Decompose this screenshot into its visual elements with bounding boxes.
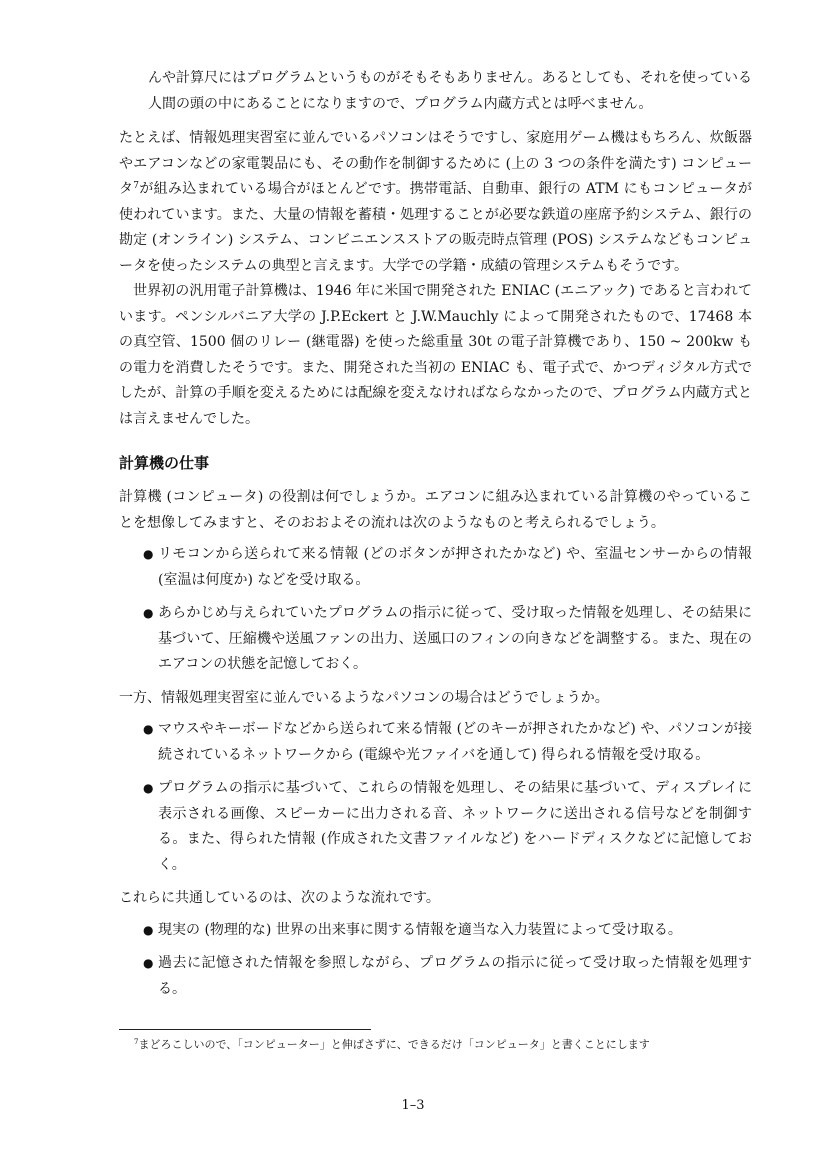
page-body xyxy=(119,66,752,1010)
paragraph-text: たとえば、情報処理実習室に並んでいるパソコンはそうですし、家庭用ゲーム機はもちろん、炊飯器やエアコンなどの家電製品にも、その動作を制御するために (上の 3 つの条件を満たす) コンピュータ xyxy=(119,130,752,197)
list-item-text: プログラムの指示に基づいて、これらの情報を処理し、その結果に基づいて、ディスプレイに表示される画像、スピーカーに出力される音、ネットワークに送出される信号などを制御する。また、得られた情報 (作成された文書ファイルなど) をハードディスクなどに記憶しておく。 xyxy=(158,780,752,873)
aircon-list xyxy=(119,542,752,678)
section-heading: 計算機の仕事 xyxy=(119,454,210,472)
list-item xyxy=(119,542,752,593)
paragraph-text: が組み込まれている場合がほとんどです。携帯電話、自動車、銀行の ATM にもコンピュータが使われています。また、大量の情報を蓄積・処理することが必要な鉄道の座席予約システム、銀行の勘定 (オンライン) システム、コンビニエンスストアの販売時点管理 (POS) システムなどもコンピュータを使ったシステムの典型と言えます。大学での学籍・成績の管理システムもそうです。 xyxy=(119,181,753,274)
list-item xyxy=(119,951,752,1002)
bullet-icon: ● xyxy=(143,722,154,736)
footnote xyxy=(134,1037,754,1053)
list-item-text: 現実の (物理的な) 世界の出来事に関する情報を適当な入力装置によって受け取る。 xyxy=(158,921,682,938)
list-item xyxy=(119,717,752,768)
section-intro: 計算機 (コンピュータ) の役割は何でしょうか。エアコンに組み込まれている計算機のやっていることを想像してみますと、そのおおよその流れは次のようなものと考えられるでしょう。 xyxy=(119,489,752,531)
bullet-icon: ● xyxy=(143,922,154,937)
paragraph-computer-examples xyxy=(119,126,752,279)
paragraph-pc: 一方、情報処理実習室に並んでいるようなパソコンの場合はどうでしょうか。 xyxy=(119,689,609,706)
bullet-icon: ● xyxy=(143,956,154,970)
bullet-icon: ● xyxy=(143,547,154,561)
common-list xyxy=(119,918,752,1003)
list-item xyxy=(119,918,752,944)
list-item xyxy=(119,776,752,878)
bullet-icon: ● xyxy=(143,606,154,620)
list-item-text: マウスやキーボードなどから送られて来る情報 (どのキーが押されたかなど) や、パソコンが接続されているネットワークから (電線や光ファイバを通して) 得られる情報を受け取る。 xyxy=(158,721,752,763)
continued-paragraph: んや計算尺にはプログラムというものがそもそもありません。あるとしても、それを使っている人間の頭の中にあることになりますので、プログラム内蔵方式とは呼べません。 xyxy=(148,70,752,112)
pc-list xyxy=(119,717,752,878)
footnote-divider xyxy=(119,1029,371,1030)
footnote-number: 7 xyxy=(134,1038,139,1046)
paragraph-eniac: 世界初の汎用電子計算機は、1946 年に米国で開発された ENIAC (エニアック) であると言われています。ペンシルバニア大学の J.P.Eckert と J.W.Mauchly によって開発されたもので、17468 本の真空管、1500 個のリレー (継電器) を使った総重量 30t の電子計算機であり、150 ~ 200kw もの電力を消費したそうです。また、開発された当初の ENIAC も、電子式で、かつディジタル方式でしたが、計算の手順を変えるためには配線を変えなければならなかったので、プログラム内蔵方式とは言えませんでした。 xyxy=(119,283,752,427)
page-number: 1–3 xyxy=(401,1098,425,1113)
bullet-icon: ● xyxy=(143,781,154,795)
list-item-text: あらかじめ与えられていたプログラムの指示に従って、受け取った情報を処理し、その結果に基づいて、圧縮機や送風ファンの出力、送風口のフィンの向きなどを調整する。また、現在のエアコンの状態を記憶しておく。 xyxy=(158,605,752,672)
list-item-text: 過去に記憶された情報を参照しながら、プログラムの指示に従って受け取った情報を処理する。 xyxy=(158,955,752,997)
footnote-text: まどろこしいので、「コンピューター」と伸ばさずに、できるだけ「コンピュータ」と書くことにします xyxy=(138,1038,650,1051)
paragraph-common: これらに共通しているのは、次のような流れです。 xyxy=(119,890,440,906)
footnote-mark[interactable]: 7 xyxy=(133,181,140,191)
list-item-text: リモコンから送られて来る情報 (どのボタンが押されたかなど) や、室温センサーからの情報 (室温は何度か) などを受け取る。 xyxy=(158,546,752,588)
list-item xyxy=(119,601,752,678)
